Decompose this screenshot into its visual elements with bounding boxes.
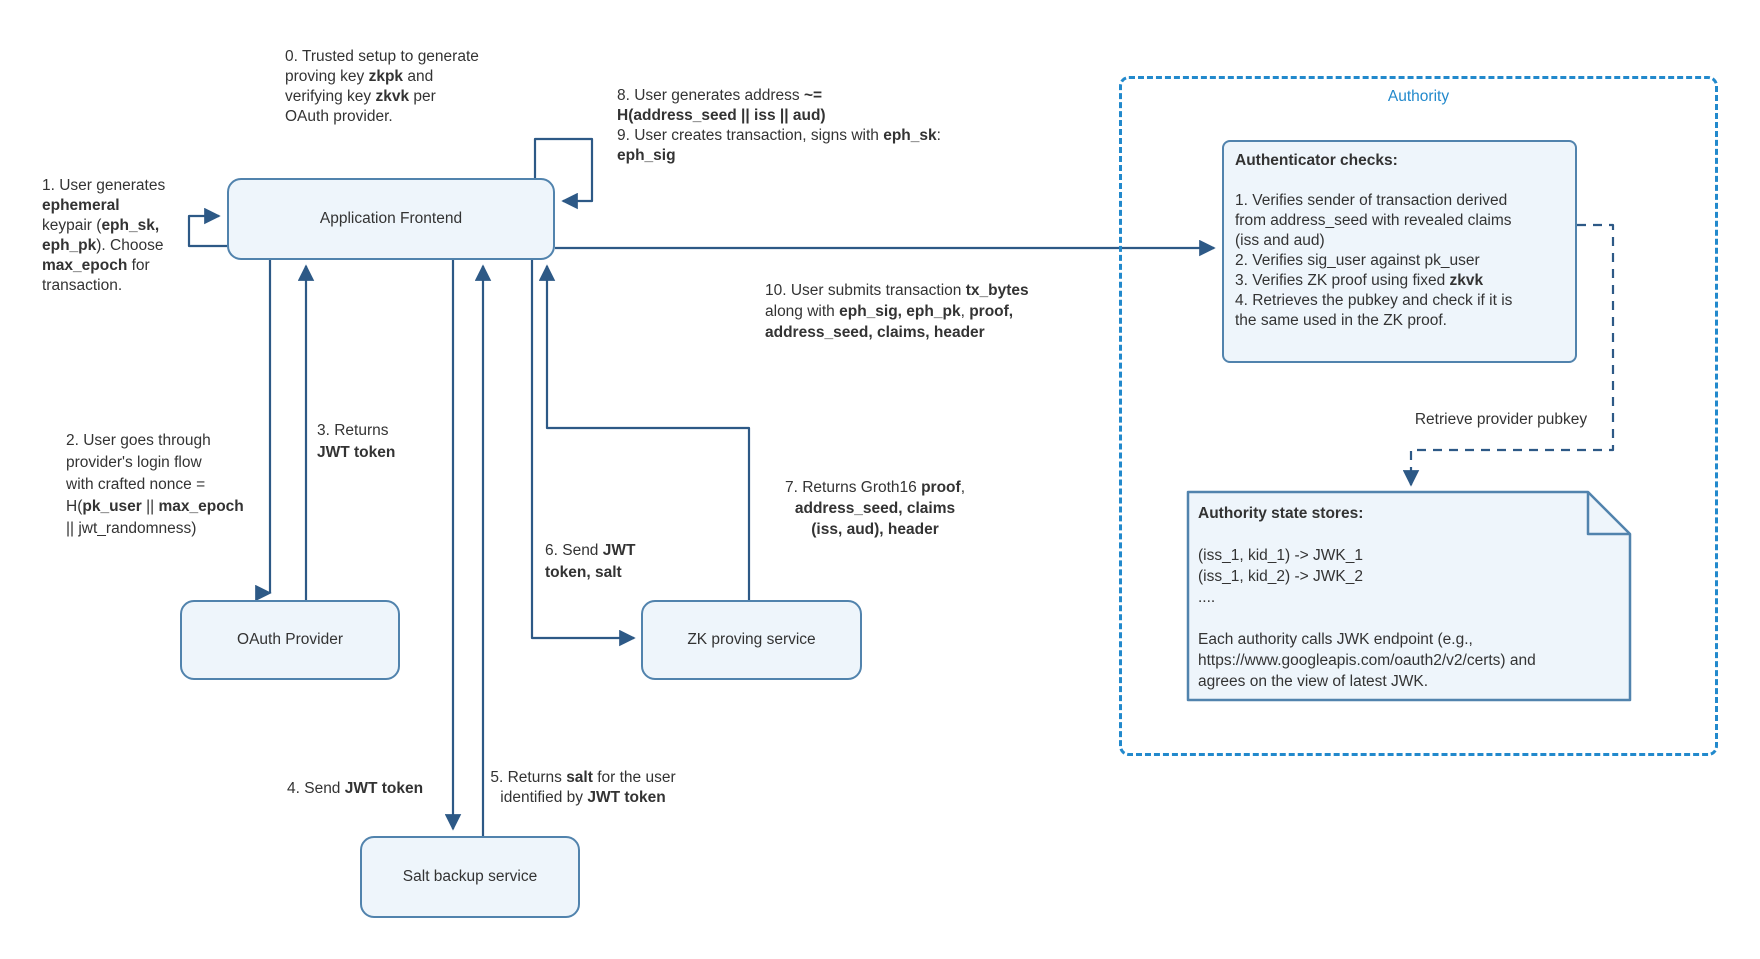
annotation-step5-returns-salt: 5. Returns salt for the user identified by JWT token <box>490 769 676 806</box>
annotation-step4-send-jwt: 4. Send JWT token <box>287 780 424 797</box>
authenticator-checks-box <box>1222 140 1577 363</box>
annotation-retrieve-provider-pubkey: Retrieve provider pubkey <box>1414 411 1588 428</box>
node-salt-backup-service <box>360 836 580 918</box>
annotation-step2-login-flow: 2. User goes through provider's login flow with crafted nonce = H(pk_user || max_epoch || jwt_randomness) <box>66 432 244 537</box>
annotation-step8-9-address-transaction: 8. User generates address ~= H(address_seed || iss || aud) 9. User creates transaction, signs with eph_sk: eph_sig <box>617 87 941 164</box>
node-application-frontend <box>227 178 555 260</box>
authenticator-checks-title: Authenticator checks: <box>1235 152 1398 169</box>
annotation-step10-submit-transaction: 10. User submits transaction tx_bytes along with eph_sig, eph_pk, proof, address_seed, claims, header <box>765 282 1029 341</box>
authenticator-checks-body: 1. Verifies sender of transaction derived from address_seed with revealed claims (iss and aud) 2. Verifies sig_user against pk_user 3. Verifies ZK proof using fixed zkvk 4. Retrieves the pubkey and check if it is the same used in the ZK proof. <box>1235 192 1513 329</box>
node-zk-proving-service <box>641 600 862 680</box>
authority-state-note <box>1188 492 1630 700</box>
annotation-step6-send-jwt-salt: 6. Send JWT token, salt <box>545 542 636 581</box>
node-salt-backup-service-label: Salt backup service <box>402 868 538 885</box>
annotation-step0-trusted-setup: 0. Trusted setup to generate proving key zkpk and verifying key zkvk per OAuth provider. <box>285 48 479 125</box>
authority-state-note-body: (iss_1, kid_1) -> JWK_1 (iss_1, kid_2) -> JWK_2 .... Each authority calls JWK endpoint (e.g., https://www.googleapis.com/oauth2/v2/certs) and agrees on the view of latest JWK. <box>1198 547 1536 690</box>
authority-group-label: Authority <box>1387 88 1450 105</box>
node-zk-proving-service-label: ZK proving service <box>687 631 816 648</box>
authority-state-note-title: Authority state stores: <box>1198 505 1364 522</box>
edge-self-loop-keypair <box>189 216 227 246</box>
annotation-step3-returns-jwt: 3. Returns JWT token <box>317 422 396 461</box>
node-oauth-provider-label: OAuth Provider <box>237 631 343 648</box>
annotation-step1-generate-keypair: 1. User generates ephemeral keypair (eph_sk, eph_pk). Choose max_epoch for transaction. <box>42 177 166 294</box>
annotation-step7-returns-proof: 7. Returns Groth16 proof, address_seed, claims (iss, aud), header <box>784 479 966 538</box>
node-application-frontend-label: Application Frontend <box>319 210 463 227</box>
node-oauth-provider <box>180 600 400 680</box>
